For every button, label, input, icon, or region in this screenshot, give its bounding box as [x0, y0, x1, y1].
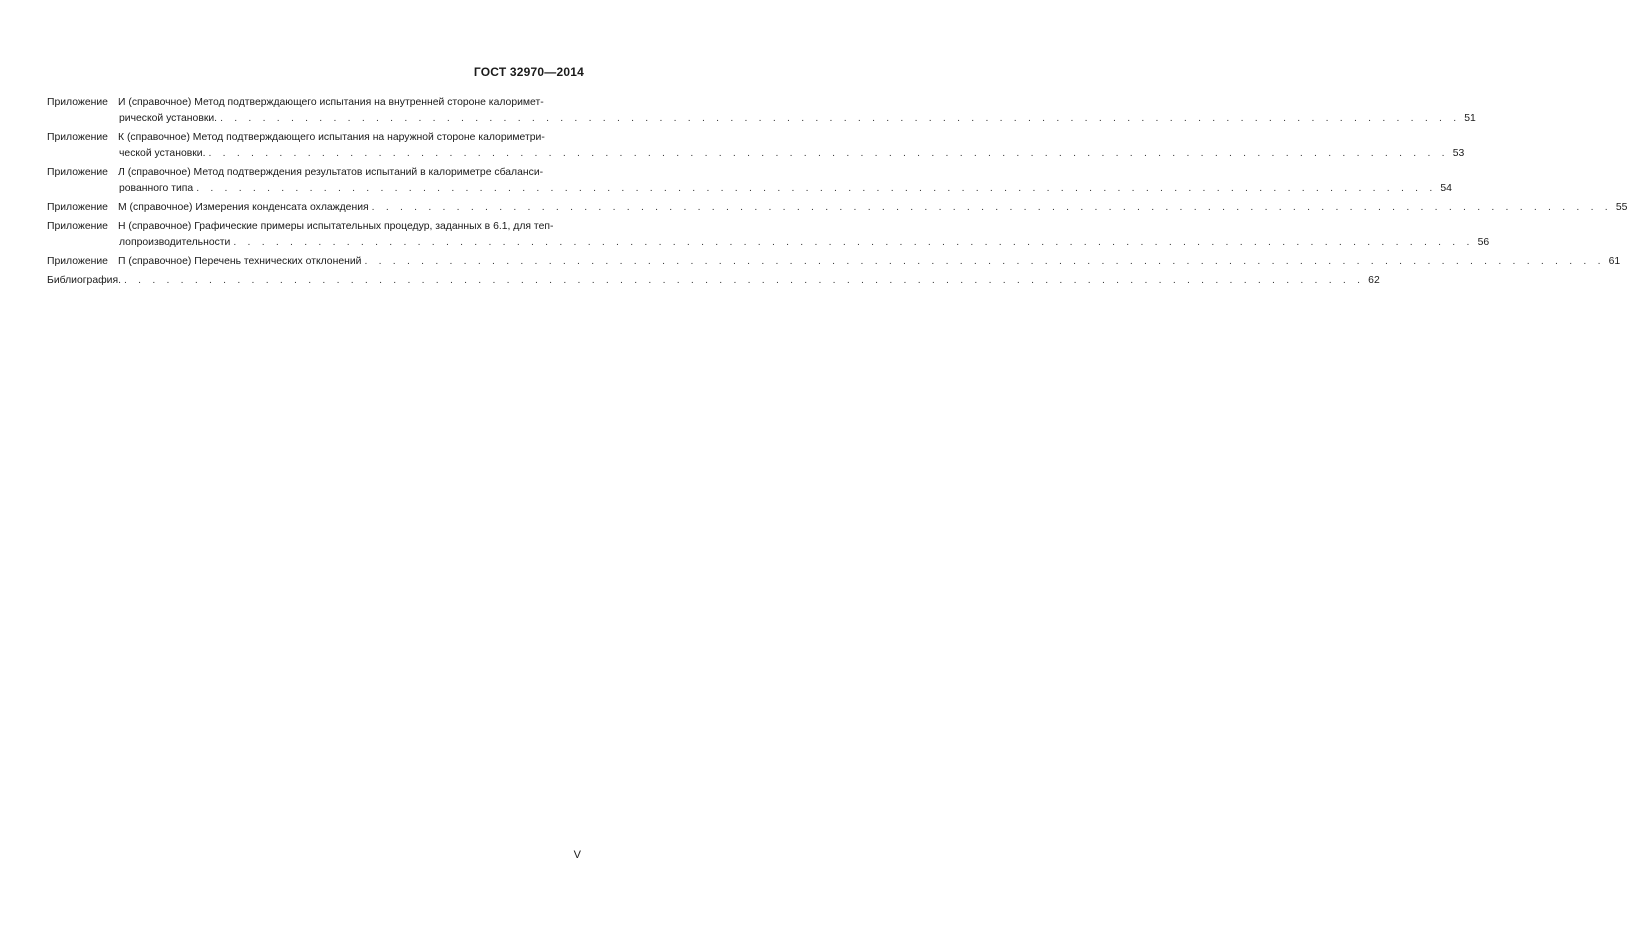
toc-entry-title: Библиография.	[47, 275, 121, 286]
dot-leader	[196, 181, 1436, 197]
toc-entry-prefix: Приложение	[47, 167, 108, 178]
toc-entry-title: Л (справочное) Метод подтверждения результатов испытаний в калориметре сбаланси-	[118, 167, 544, 178]
dot-leader	[372, 200, 1612, 216]
toc-entry-appendix-k[interactable]	[47, 130, 1465, 162]
toc-entry-title: П (справочное) Перечень технических отклонений	[118, 256, 362, 267]
toc-entry-bibliography[interactable]	[47, 273, 1380, 289]
toc-entry-appendix-i[interactable]	[47, 95, 1476, 127]
dot-leader	[233, 235, 1473, 251]
toc-entry-appendix-l[interactable]	[47, 165, 1452, 197]
document-id-header: ГОСТ 32970—2014	[473, 65, 584, 79]
table-of-contents	[47, 95, 1627, 292]
toc-entry-prefix: Приложение	[47, 221, 108, 232]
toc-entry-prefix: Приложение	[47, 256, 108, 267]
toc-entry-prefix: Приложение	[47, 202, 108, 213]
toc-entry-title: Н (справочное) Графические примеры испытательных процедур, заданных в 6.1, для теп-	[118, 221, 554, 232]
toc-entry-appendix-n[interactable]	[47, 219, 1490, 251]
toc-entry-title-continuation: рованного типа	[119, 183, 194, 194]
toc-entry-title-continuation: ческой установки.	[119, 148, 206, 159]
toc-entry-title: М (справочное) Измерения конденсата охлаждения	[118, 202, 369, 213]
toc-entry-page-number: 54	[1440, 183, 1452, 194]
toc-entry-title-continuation: рической установки.	[119, 113, 218, 124]
toc-entry-title-continuation: лопроизводительности	[119, 237, 231, 248]
toc-entry-page-number: 55	[1615, 202, 1627, 213]
toc-entry-page-number: 56	[1477, 237, 1490, 248]
toc-entry-page-number: 62	[1368, 275, 1380, 286]
dot-leader	[364, 254, 1604, 270]
dot-leader	[220, 111, 1460, 127]
page-number-footer: V	[573, 849, 581, 861]
toc-entry-prefix: Приложение	[47, 97, 108, 108]
dot-leader	[124, 273, 1364, 289]
toc-entry-page-number: 53	[1452, 148, 1465, 159]
toc-entry-title: И (справочное) Метод подтверждающего испытания на внутренней стороне калоримет-	[118, 97, 544, 108]
toc-entry-appendix-p[interactable]	[47, 254, 1621, 270]
toc-entry-appendix-m[interactable]	[47, 200, 1627, 216]
dot-leader	[209, 146, 1449, 162]
toc-entry-title: К (справочное) Метод подтверждающего испытания на наружной стороне калориметри-	[118, 132, 545, 143]
toc-entry-prefix: Приложение	[47, 132, 108, 143]
toc-entry-page-number: 51	[1464, 113, 1476, 124]
toc-entry-page-number: 61	[1608, 256, 1621, 267]
